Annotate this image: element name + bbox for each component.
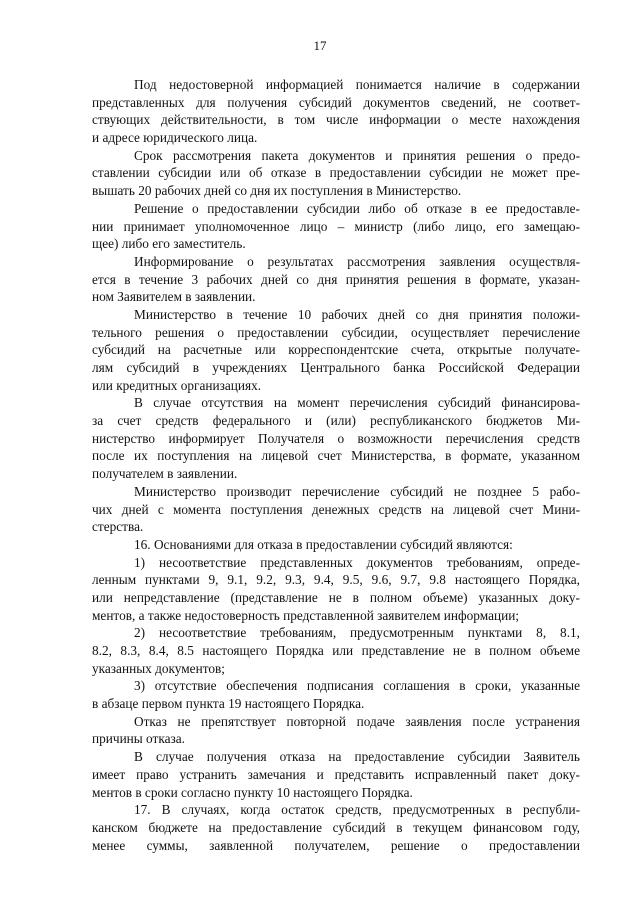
paragraph-line: В случае отсутствия на момент перечисления субсидий финансирова- — [134, 395, 580, 411]
paragraph-line: щее) либо его заместитель. — [92, 236, 246, 252]
paragraph-line: 3) отсутствие обеспечения подписания соглашения в сроки, указанные — [134, 678, 580, 694]
paragraph — [92, 306, 580, 394]
paragraph-line: ленным пунктами 9, 9.1, 9.2, 9.3, 9.4, 9.5, 9.6, 9.7, 9.8 настоящего Порядка, — [92, 572, 580, 588]
paragraph-line: ментов в сроки согласно пункту 10 настоящего Порядка. — [92, 784, 413, 800]
paragraph-line: субсидий на расчетные или корреспондентские счета, открытые получате- — [92, 342, 580, 358]
paragraph — [92, 253, 580, 306]
paragraph-line: Отказ не препятствует повторной подаче заявления после устранения — [134, 713, 580, 729]
paragraph — [92, 147, 580, 200]
paragraph-line: в абзаце первом пункта 19 настоящего Порядка. — [92, 696, 365, 712]
paragraph — [92, 748, 580, 801]
paragraph-line: канском бюджете на предоставление субсидий в текущем финансовом году, — [92, 819, 580, 835]
paragraph — [92, 554, 580, 625]
paragraph-line: ментов, а также недостоверность представленной заявителем информации; — [92, 607, 520, 623]
paragraph-line: ется в течение 3 рабочих дней со дня принятия решения в формате, указан- — [92, 271, 580, 287]
paragraph-line: нии принимает уполномоченное лицо – министр (либо лицо, его замещаю- — [92, 218, 580, 234]
paragraph-line: лям субсидий в учреждениях Центрального банка Российской Федерации — [92, 360, 580, 375]
paragraph-line: причины отказа. — [92, 731, 185, 747]
paragraph-line: и адресе юридического лица. — [92, 130, 258, 146]
paragraph — [92, 677, 580, 712]
paragraph-line: ствующих действительности, в том числе информации о месте нахождения — [92, 112, 580, 128]
paragraph-line: чих дней с момента поступления денежных средств на лицевой счет Мини- — [92, 501, 580, 517]
paragraph — [92, 394, 580, 482]
paragraph — [92, 536, 580, 554]
paragraph-line: Министерство производит перечисление субсидий не позднее 5 рабо- — [134, 483, 580, 499]
paragraph-line: Информирование о результатах рассмотрения заявления осуществля- — [134, 253, 580, 269]
page-number: 17 — [313, 38, 327, 53]
paragraph — [92, 801, 580, 854]
paragraph-line: вышать 20 рабочих дней со дня их поступления в Министерство. — [92, 183, 462, 199]
paragraph-line: за счет средств федерального и (или) республиканского бюджетов Ми- — [92, 413, 580, 429]
paragraph-line: 1) несоответствие представленных документов требованиям, опреде- — [134, 554, 580, 570]
paragraph-line: указанных документов; — [92, 660, 225, 676]
paragraph-line: Срок рассмотрения пакета документов и принятия решения о предо- — [134, 147, 580, 163]
paragraph-line: или кредитных организациях. — [92, 377, 262, 393]
paragraph-line: Министерство в течение 10 рабочих дней со дня принятия положи- — [134, 306, 580, 322]
paragraph-line: тельного решения о предоставлении субсидии, осуществляет перечисление — [92, 324, 580, 340]
paragraph-line: 17. В случаях, когда остаток средств, предусмотренных в республи- — [134, 802, 580, 818]
paragraph-line: менее суммы, заявленной получателем, решение о предоставлении — [92, 837, 580, 853]
paragraph — [92, 76, 580, 147]
paragraph-line: Под недостоверной информацией понимается наличие в содержании — [134, 77, 580, 92]
document-body — [92, 76, 580, 854]
paragraph-line: 8.2, 8.3, 8.4, 8.5 настоящего Порядка или представление не в полном объеме — [92, 643, 580, 658]
paragraph-line: Решение о предоставлении субсидии либо об отказе в ее предоставле- — [134, 200, 580, 216]
paragraph — [92, 624, 580, 677]
paragraph — [92, 713, 580, 748]
paragraph-line: 16. Основаниями для отказа в предоставлении субсидий являются: — [134, 536, 513, 552]
paragraph-line: нистерство информирует Получателя о возможности перечисления средств — [92, 430, 580, 446]
paragraph-line: 2) несоответствие требованиям, предусмотренным пунктами 8, 8.1, — [134, 625, 580, 641]
paragraph-line: после их поступления на лицевой счет Министерства, в формате, указанном — [92, 448, 580, 464]
paragraph-line: ном Заявителем в заявлении. — [92, 289, 256, 305]
paragraph-line: получателем в заявлении. — [92, 466, 238, 482]
paragraph-line: стерства. — [92, 519, 144, 535]
paragraph-line: В случае получения отказа на предоставление субсидии Заявитель — [134, 749, 580, 765]
paragraph-line: или непредставление (представление не в полном объеме) указанных доку- — [92, 589, 580, 605]
paragraph — [92, 200, 580, 253]
paragraph-line: представленных для получения субсидий документов сведений, не соответ- — [92, 94, 580, 110]
paragraph-line: ставлении субсидии или об отказе в предоставлении субсидии не может пре- — [92, 165, 580, 181]
paragraph-line: имеет право устранить замечания и представить исправленный пакет доку- — [92, 766, 580, 782]
paragraph — [92, 483, 580, 536]
